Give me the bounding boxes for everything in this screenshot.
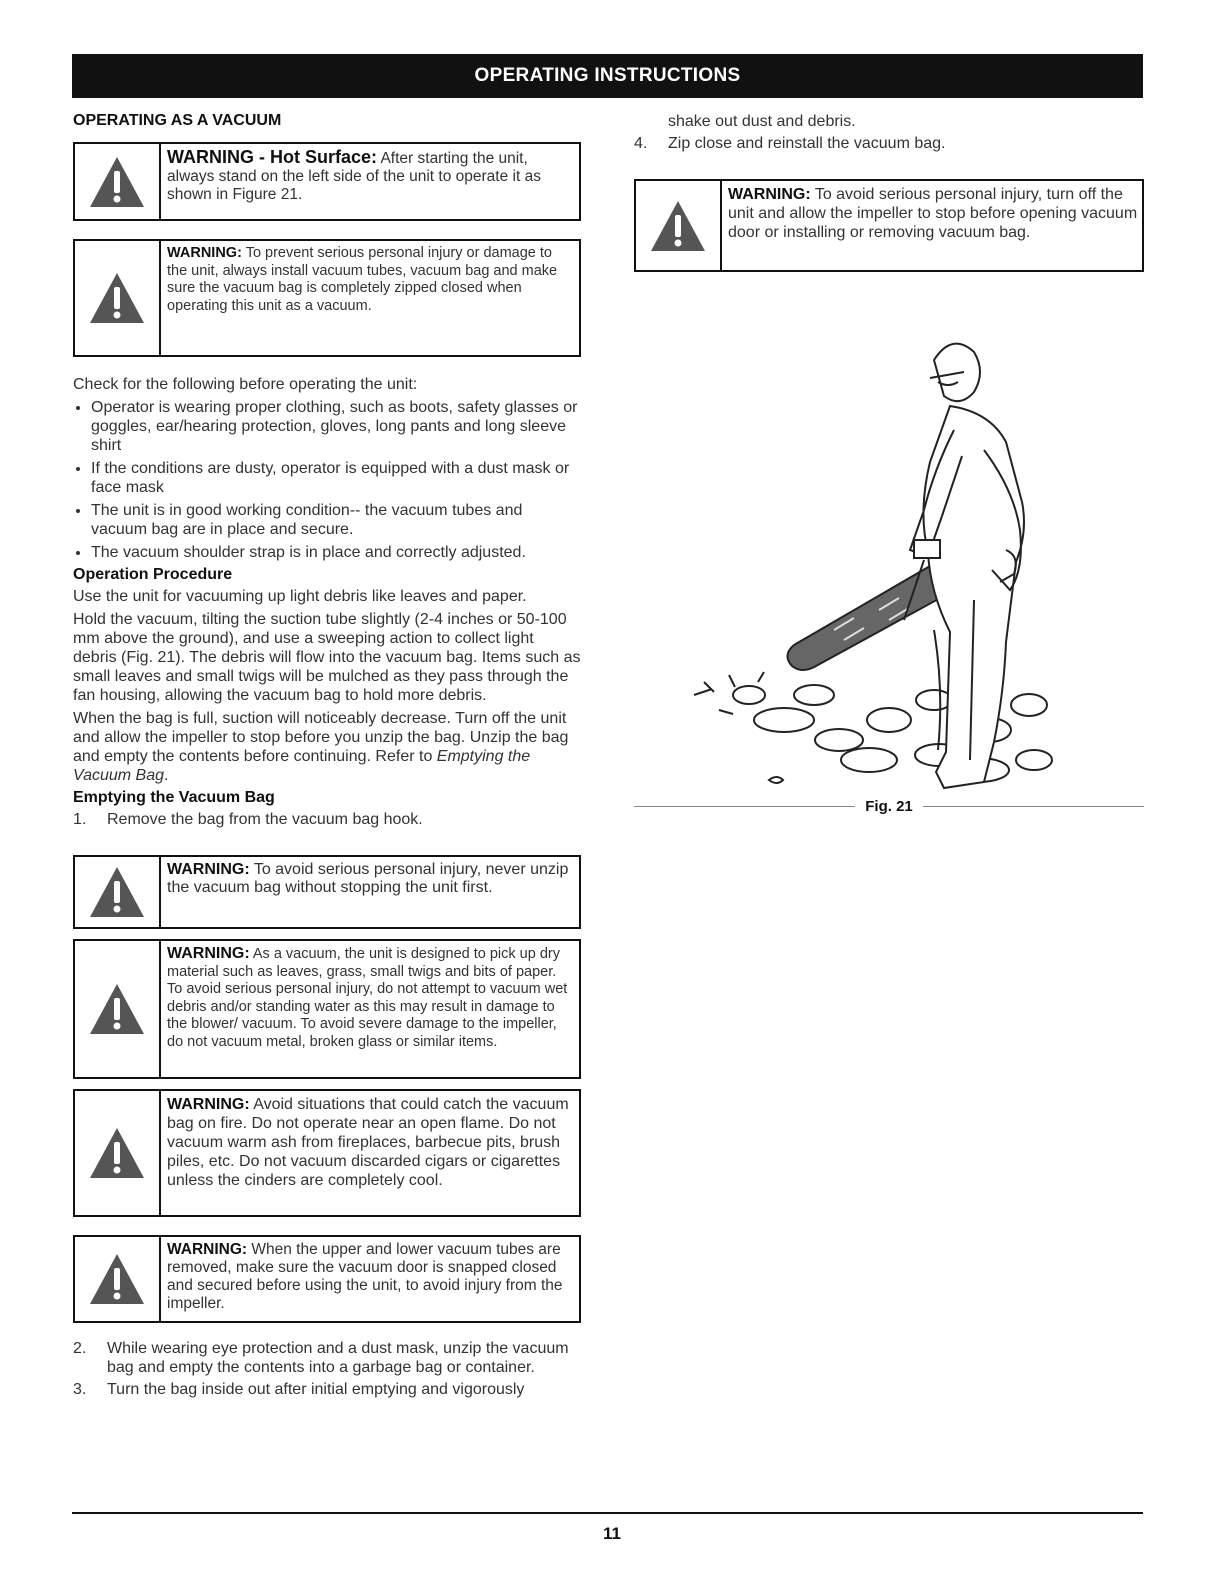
list-item: • If the conditions are dusty, operator is equipped with a dust mask or face mask xyxy=(91,459,581,497)
warning-triangle-icon xyxy=(75,144,161,219)
operation-procedure-heading: Operation Procedure xyxy=(73,566,233,583)
warning-lead: WARNING: xyxy=(728,186,811,203)
steps-list xyxy=(73,810,581,829)
figure-caption-row xyxy=(634,796,1144,816)
list-item: • The unit is in good working condition-- the vacuum tubes and vacuum bag are in place and secure. xyxy=(91,501,581,539)
warning-unzip xyxy=(73,855,581,929)
steps-list xyxy=(634,112,1144,153)
caption-rule xyxy=(634,806,855,807)
warning-triangle-icon xyxy=(75,941,161,1077)
warning-text: To avoid serious personal injury, never unzip the vacuum bag without stopping the unit first. xyxy=(167,861,569,896)
right-column xyxy=(634,112,1144,290)
warning-door-open xyxy=(634,179,1144,272)
warning-dry-material xyxy=(73,939,581,1079)
warning-lead: WARNING: xyxy=(167,1241,248,1258)
left-column xyxy=(73,112,581,1402)
warning-lead: WARNING: xyxy=(167,245,242,261)
section-header: OPERATING INSTRUCTIONS xyxy=(72,54,1143,98)
warning-text: As a vacuum, the unit is designed to pick up dry material such as leaves, grass, small twigs and bits of paper. To avoid serious personal injury, do not attempt to vacuum wet debris and/or standing water as this may result in damage to the blower/ vacuum. To avoid severe damage to the impeller, do not vacuum metal, broken glass or similar items. xyxy=(167,946,568,1050)
figure-21-illustration xyxy=(634,300,1144,820)
warning-lead: WARNING: xyxy=(167,945,250,962)
check-intro: Check for the following before operating the unit: xyxy=(73,376,418,393)
warning-fire xyxy=(73,1089,581,1217)
warning-lead: WARNING: xyxy=(167,861,250,878)
emptying-bag-heading: Emptying the Vacuum Bag xyxy=(73,789,275,806)
warning-hot-surface xyxy=(73,142,581,221)
list-item: shake out dust and debris. xyxy=(668,113,856,130)
list-item: 2. While wearing eye protection and a dust mask, unzip the vacuum bag and empty the contents into a garbage bag or container. xyxy=(73,1340,569,1376)
section-title: OPERATING AS A VACUUM xyxy=(73,112,282,129)
warning-text: To avoid serious personal injury, turn off the unit and allow the impeller to stop before opening vacuum door or installing or removing vacuum bag. xyxy=(728,186,1138,241)
warning-install-tubes xyxy=(73,239,581,357)
page-number: 11 xyxy=(603,1524,621,1543)
warning-text: After starting the unit, always stand on the left side of the unit to operate it as shown in Figure 21. xyxy=(167,150,541,203)
cross-reference: Emptying the Vacuum Bag xyxy=(73,748,531,784)
warning-text: When the upper and lower vacuum tubes are removed, make sure the vacuum door is snapped closed and secured before using the unit, to avoid injury from the impeller. xyxy=(167,1241,563,1312)
list-item: 4. Zip close and reinstall the vacuum bag. xyxy=(634,135,946,152)
operation-paragraph: When the bag is full, suction will noticeably decrease. Turn off the unit and allow the impeller to stop before you unzip the bag. Unzip the bag and empty the contents before continuing. Refer to Emptying the Vacuum Bag. xyxy=(73,710,569,784)
warning-text: To prevent serious personal injury or damage to the unit, always install vacuum tubes, vacuum bag and make sure the vacuum bag is completely zipped closed when operating this unit as a vacuum. xyxy=(167,245,558,314)
checklist xyxy=(73,398,581,562)
caption-rule xyxy=(923,806,1144,807)
list-item: • The vacuum shoulder strap is in place and correctly adjusted. xyxy=(91,543,581,562)
warning-vacuum-door xyxy=(73,1235,581,1323)
figure-caption: Fig. 21 xyxy=(865,797,913,815)
warning-triangle-icon xyxy=(75,1091,161,1215)
warning-lead: WARNING - Hot Surface: xyxy=(167,147,378,167)
warning-lead: WARNING: xyxy=(167,1096,250,1113)
warning-triangle-icon xyxy=(75,857,161,927)
operator-with-vacuum-illustration xyxy=(634,300,1144,800)
list-item: 1. Remove the bag from the vacuum bag hook. xyxy=(73,811,423,828)
warning-triangle-icon xyxy=(75,241,161,355)
list-item: 3. Turn the bag inside out after initial emptying and vigorously xyxy=(73,1381,525,1398)
steps-list xyxy=(73,1339,581,1399)
operation-paragraph: Hold the vacuum, tilting the suction tube slightly (2-4 inches or 50-100 mm above the ground), and use a sweeping action to collect light debris (Fig. 21). The debris will flow into the vacuum bag. Items such as small leaves and small twigs will be mulched as they pass through the fan housing, allowing the vacuum bag to hold more debris. xyxy=(73,611,581,704)
operation-paragraph: Use the unit for vacuuming up light debris like leaves and paper. xyxy=(73,588,527,605)
warning-triangle-icon xyxy=(636,181,722,270)
footer-divider xyxy=(72,1512,1143,1514)
warning-text: Avoid situations that could catch the vacuum bag on fire. Do not operate near an open flame. Do not vacuum warm ash from fireplaces, barbecue pits, brush piles, etc. Do not vacuum discarded cigars or cigarettes unless the cinders are completely cool. xyxy=(167,1096,569,1189)
list-item: • Operator is wearing proper clothing, such as boots, safety glasses or goggles, ear/hearing protection, gloves, long pants and long sleeve shirt xyxy=(91,398,581,455)
warning-triangle-icon xyxy=(75,1237,161,1321)
